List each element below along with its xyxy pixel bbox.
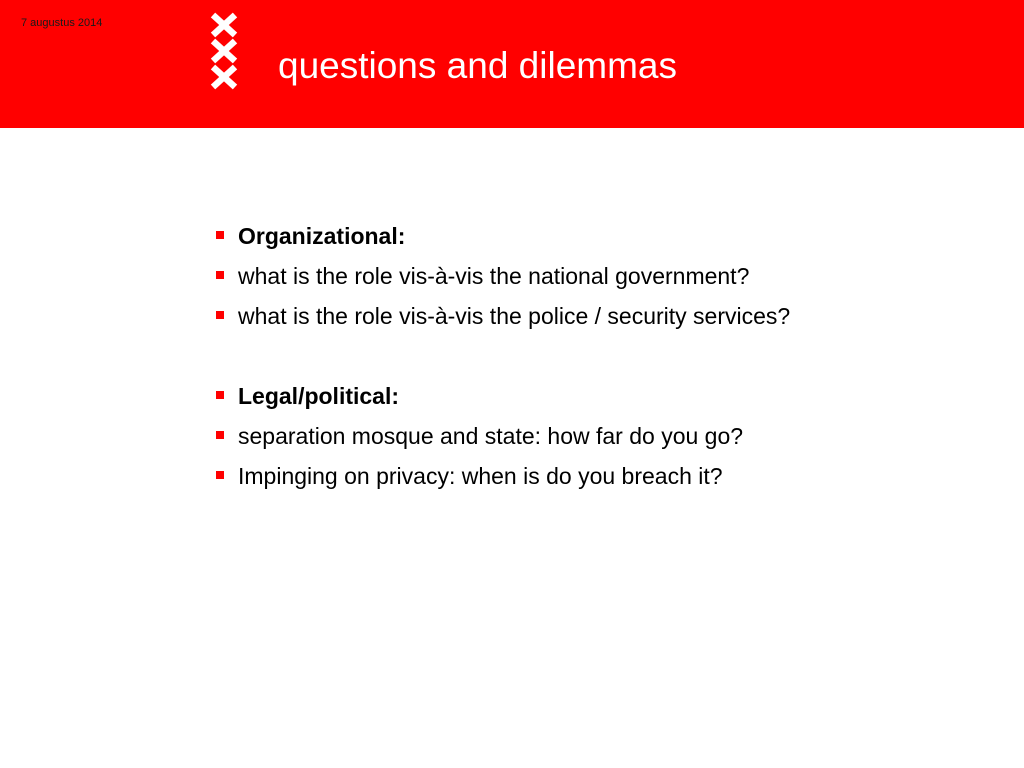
slide-date: 7 augustus 2014: [21, 17, 103, 29]
bullet-content: [214, 216, 994, 496]
page-title: questions and dilemmas: [278, 45, 677, 86]
group-legal-political: [214, 376, 994, 496]
square-bullet-icon: [216, 231, 224, 239]
square-bullet-icon: [216, 271, 224, 279]
list-item-text: what is the role vis-à-vis the national government?: [238, 263, 750, 289]
amsterdam-triple-x-icon: [210, 12, 238, 90]
list-item-text: Organizational:: [238, 223, 406, 249]
list-item-heading: [214, 216, 994, 256]
list-item: [214, 416, 994, 456]
square-bullet-icon: [216, 431, 224, 439]
square-bullet-icon: [216, 471, 224, 479]
list-item-text: separation mosque and state: how far do you go?: [238, 423, 744, 449]
list-item-text: what is the role vis-à-vis the police / security services?: [238, 303, 791, 329]
list-item-text: Legal/political:: [238, 383, 400, 409]
square-bullet-icon: [216, 391, 224, 399]
header-band: [0, 0, 1024, 128]
list-item: [214, 456, 994, 496]
list-item: [214, 256, 994, 296]
list-item-heading: [214, 376, 994, 416]
list-item: [214, 296, 994, 336]
square-bullet-icon: [216, 311, 224, 319]
group-spacer: [214, 336, 994, 376]
group-organizational: [214, 216, 994, 336]
list-item-text: Impinging on privacy: when is do you breach it?: [238, 463, 723, 489]
